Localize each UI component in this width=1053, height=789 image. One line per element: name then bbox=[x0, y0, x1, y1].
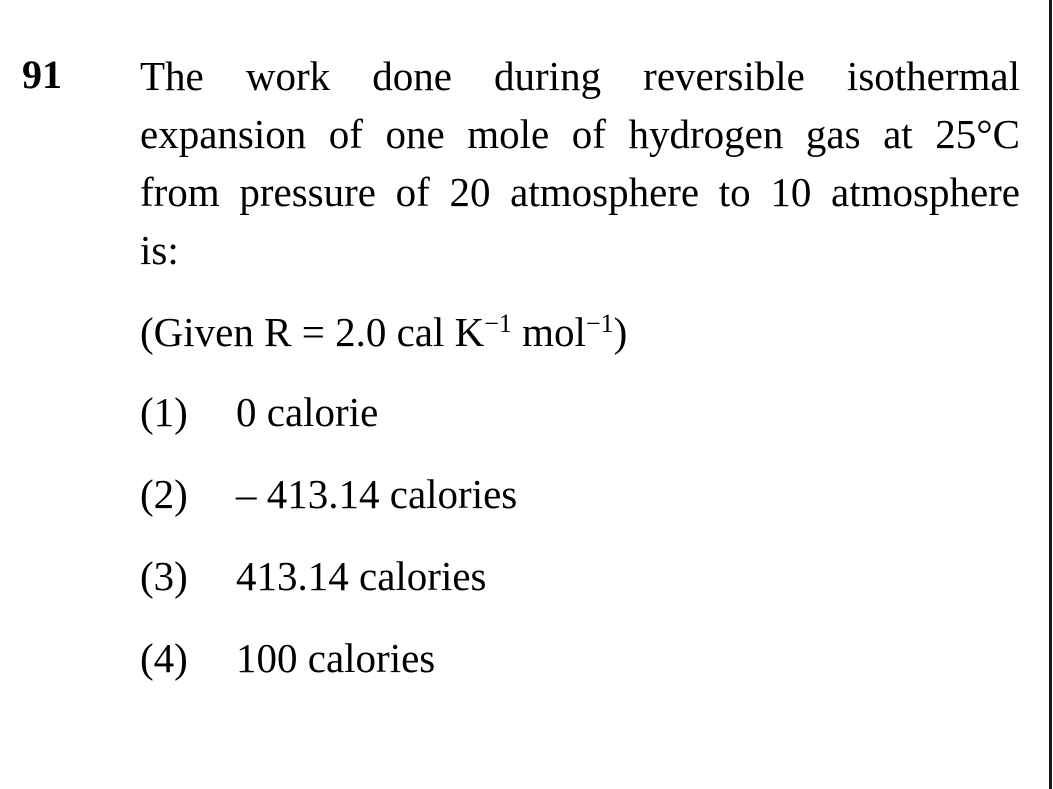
option-1-number: (1) bbox=[140, 389, 188, 435]
option-2-text: – 413.14 calories bbox=[236, 471, 518, 517]
option-4-text: 100 calories bbox=[236, 635, 436, 681]
given-prefix: (Given R = 2.0 cal K bbox=[140, 309, 485, 355]
option-4-number: (4) bbox=[140, 635, 188, 681]
right-edge-border bbox=[1049, 0, 1052, 789]
stem-line-1: The work done during reversible isothermal bbox=[140, 53, 1020, 99]
option-2[interactable] bbox=[140, 470, 517, 518]
stem-line-3: from pressure of 20 atmosphere to 10 atmosphere bbox=[140, 169, 1020, 215]
option-1[interactable] bbox=[140, 388, 378, 436]
given-constant bbox=[140, 308, 627, 356]
given-middle: mol bbox=[511, 309, 586, 355]
option-2-number: (2) bbox=[140, 471, 188, 517]
option-3-number: (3) bbox=[140, 553, 188, 599]
given-exponent-1: −1 bbox=[484, 309, 512, 338]
given-suffix: ) bbox=[613, 309, 628, 355]
option-3-text: 413.14 calories bbox=[236, 553, 487, 599]
option-4[interactable] bbox=[140, 634, 435, 682]
option-3[interactable] bbox=[140, 552, 486, 600]
stem-line-4: is: bbox=[140, 227, 179, 273]
stem-line-2: expansion of one mole of hydrogen gas at 25°C bbox=[140, 111, 1020, 157]
question-number: 91 bbox=[22, 52, 62, 97]
given-exponent-2: −1 bbox=[585, 309, 614, 338]
option-1-text: 0 calorie bbox=[236, 389, 379, 435]
